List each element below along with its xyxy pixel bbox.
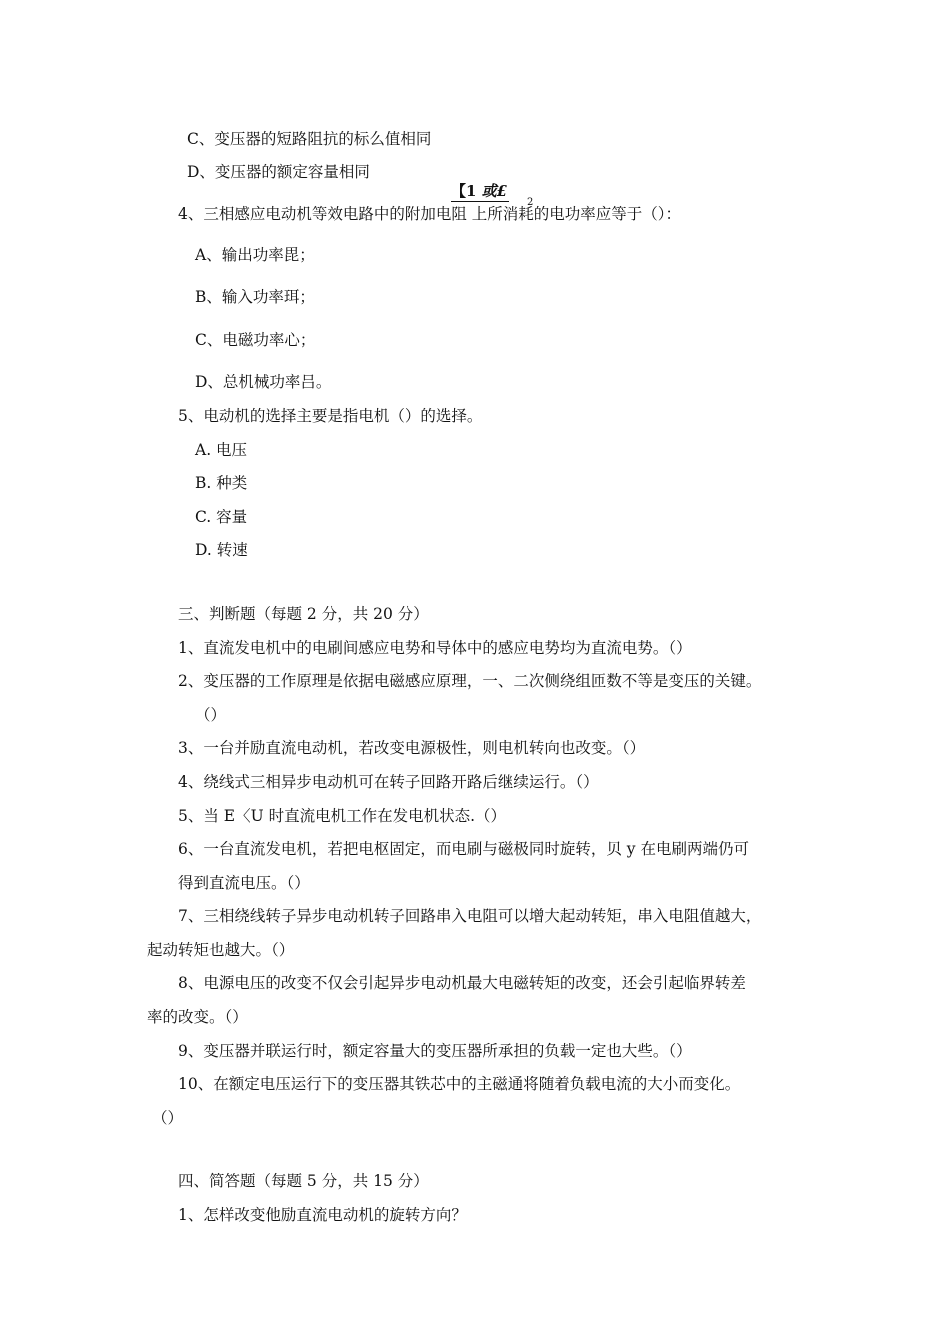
q4-option-d: D、总机械功率吕。: [195, 373, 332, 391]
formula-part-b: 或£: [481, 182, 508, 200]
judge-item-7-line-2: 起动转矩也越大。（）: [147, 941, 295, 959]
section-4-title: 四、简答题（每题 5 分，共 15 分）: [178, 1172, 429, 1190]
judge-item-7-line-1: 7、三相绕线转子异步电动机转子回路串入电阻可以增大起动转矩，串入电阻值越大，: [178, 907, 762, 925]
q5-option-d: D. 转速: [195, 541, 248, 559]
q4-stem: 4、三相感应电动机等效电路中的附加电阻 上所消耗的电功率应等于（）：: [178, 205, 682, 223]
q5-option-b: B. 种类: [195, 474, 248, 492]
judge-item-10-line-1: 10、在额定电压运行下的变压器其铁芯中的主磁通将随着负载电流的大小而变化。: [178, 1075, 741, 1093]
formula-fragment: [451, 181, 509, 202]
judge-item-5: 5、当 E〈U 时直流电机工作在发电机状态.（）: [178, 807, 507, 825]
q5-option-c: C. 容量: [195, 508, 248, 526]
judge-item-4: 4、绕线式三相异步电动机可在转子回路开路后继续运行。（）: [178, 773, 599, 791]
judge-item-2-line-2: （）: [195, 706, 227, 724]
judge-item-1: 1、直流发电机中的电刷间感应电势和导体中的感应电势均为直流电势。（）: [178, 639, 692, 657]
short-answer-item-1: 1、怎样改变他励直流电动机的旋转方向？: [178, 1206, 467, 1224]
q4-option-c: C、电磁功率心；: [195, 331, 316, 349]
q4-option-b: B、输入功率珥；: [195, 288, 315, 306]
judge-item-9: 9、变压器并联运行时，额定容量大的变压器所承担的负载一定也大些。（）: [178, 1042, 692, 1060]
q5-option-a: A. 电压: [195, 441, 248, 459]
judge-item-2-line-1: 2、变压器的工作原理是依据电磁感应原理，一、二次侧绕组匝数不等是变压的关键。: [178, 672, 762, 690]
q3-option-c: C、变压器的短路阻抗的标么值相同: [187, 130, 432, 148]
judge-item-10-line-2: （）: [152, 1109, 184, 1127]
judge-item-8-line-1: 8、电源电压的改变不仅会引起异步电动机最大电磁转矩的改变，还会引起临界转差: [178, 974, 746, 992]
q3-option-d: D、变压器的额定容量相同: [187, 163, 370, 181]
q5-stem: 5、电动机的选择主要是指电机（）的选择。: [178, 407, 483, 425]
q4-option-a: A、输出功率毘；: [195, 246, 315, 264]
judge-item-8-line-2: 率的改变。（）: [147, 1008, 248, 1026]
judge-item-3: 3、一台并励直流电动机，若改变电源极性，则电机转向也改变。（）: [178, 739, 646, 757]
formula-superscript: 2: [527, 197, 534, 208]
formula-part-a: 【1: [451, 182, 477, 200]
judge-item-6-line-1: 6、一台直流发电机，若把电枢固定，而电刷与磁极同时旋转，贝 y 在电刷两端仍可: [178, 840, 749, 858]
section-3-title: 三、判断题（每题 2 分，共 20 分）: [178, 605, 429, 623]
judge-item-6-line-2: 得到直流电压。（）: [178, 874, 310, 892]
